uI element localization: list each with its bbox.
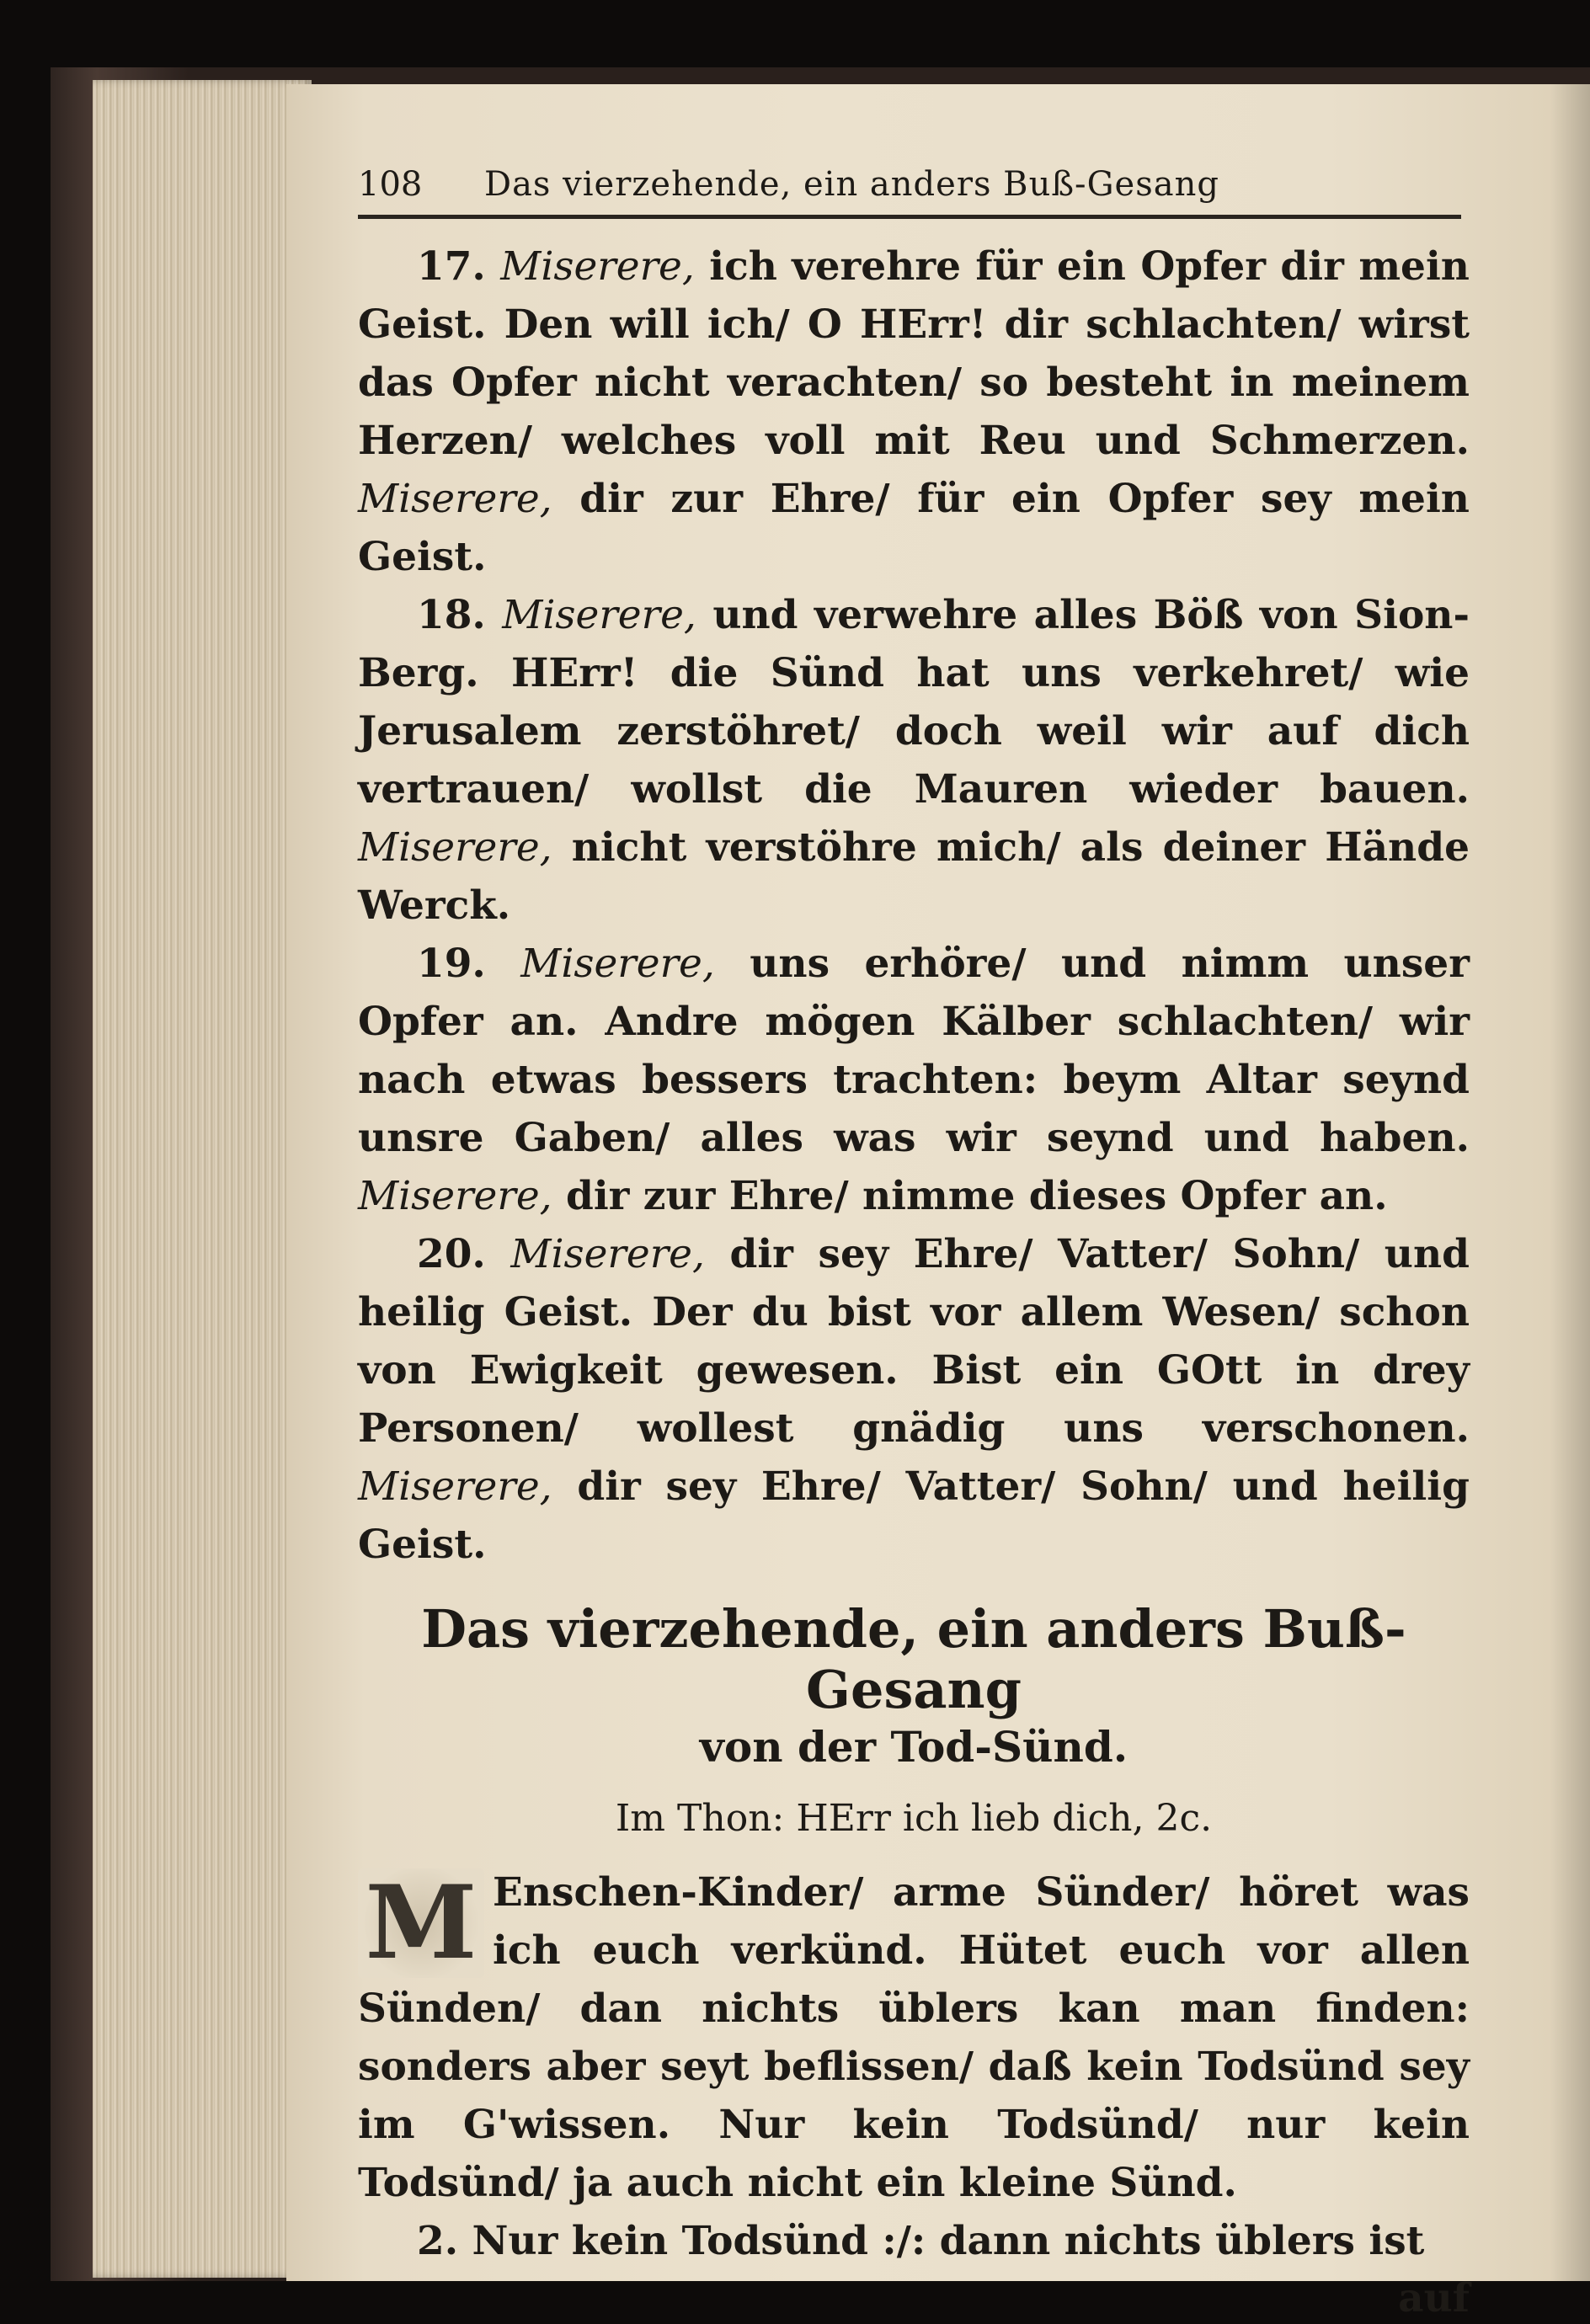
gutter-shadow (1550, 84, 1590, 2281)
stanza-number: 17. (417, 243, 486, 290)
stanza-19 (358, 935, 1470, 1225)
stanza-number: 20. (417, 1231, 486, 1277)
stanza-text: dir sey Ehre/ Vatter/ Sohn/ und heilig Geist. Der du bist vor allem Wesen/ schon von Ewigkeit gewesen. Bist ein GOtt in drey Personen/ wollest gnädig uns verschonen. (358, 1231, 1470, 1452)
header-rule (358, 215, 1461, 219)
running-head (358, 164, 1470, 205)
refrain-close: Miserere, (358, 476, 552, 522)
stanza-18 (358, 586, 1470, 935)
refrain-close: Miserere, (358, 1173, 552, 1219)
stanza-text: Nur kein Todsünd :/: dann nichts üblers ist (472, 2218, 1425, 2264)
page-number: 108 (358, 165, 423, 204)
stanza-text: uns erhöre/ und nimm unser Opfer an. Andre mögen Kälber schlachten/ wir nach etwas bessers trachten: beym Altar seynd unsre Gaben/ alles was wir seynd und haben. (358, 941, 1470, 1161)
refrain-open: Miserere, (510, 1231, 705, 1277)
section-title: Das vierzehende, ein anders Buß-Gesang (421, 1598, 1406, 1720)
hymn-text (358, 237, 1470, 1574)
tune-indication: Im Thon: HErr ich lieb dich, 2c. (615, 1797, 1213, 1840)
refrain-open: Miserere, (520, 941, 715, 987)
new-hymn-text (358, 1863, 1470, 2270)
catchword: auf (1398, 2275, 1470, 2321)
stanza-17 (358, 237, 1470, 586)
stanza-number: 18. (417, 592, 486, 638)
stanza-close-text: dir sey Ehre/ Vatter/ Sohn/ und heilig Geist. (358, 1463, 1470, 1568)
stanza-text: ich verehre für ein Opfer dir mein Geist. Den will ich/ O HErr! dir schlachten/ wirst das Opfer nicht verachten/ so besteht in meinem Herzen/ welches voll mit Reu und Schmerzen. (358, 243, 1470, 464)
decorated-initial: M (358, 1868, 484, 1978)
running-title: Das vierzehende, ein anders Buß-Gesang (484, 165, 1219, 204)
stanza-number: 2. (417, 2218, 459, 2264)
stanza-close-text: nicht verstöhre mich/ als deiner Hände Werck. (358, 824, 1470, 929)
stanza-2 (358, 2212, 1470, 2270)
stanza-20 (358, 1225, 1470, 1574)
stanza-number: 19. (417, 941, 486, 987)
refrain-open: Miserere, (500, 243, 695, 290)
stanza-text: und verwehre alles Böß von Sion-Berg. HErr! die Sünd hat uns verkehret/ wie Jerusalem zerstöhret/ doch weil wir auf dich vertrauen/ wollst die Mauren wieder bauen. (358, 592, 1470, 813)
stanza-1 (358, 1863, 1470, 2212)
section-subtitle: von der Tod-Sünd. (699, 1722, 1128, 1772)
page-edges (93, 80, 312, 2278)
stanza-close-text: dir zur Ehre/ nimme dieses Opfer an. (565, 1173, 1388, 1219)
refrain-open: Miserere, (502, 592, 696, 638)
stanza-close-text: dir zur Ehre/ für ein Opfer sey mein Geist. (358, 476, 1470, 580)
refrain-close: Miserere, (358, 824, 552, 871)
refrain-close: Miserere, (358, 1463, 552, 1510)
stanza-text: Enschen-Kinder/ arme Sünder/ höret was ich euch verkünd. Hütet euch vor allen Sünden/ dan nichts üblers kan man finden: sonders aber seyt beflissen/ daß kein Todsünd sey im G'wissen. Nur kein Todsünd/ nur kein Todsünd/ ja auch nicht ein kleine Sünd. (358, 1869, 1470, 2206)
page-content (358, 164, 1470, 2324)
